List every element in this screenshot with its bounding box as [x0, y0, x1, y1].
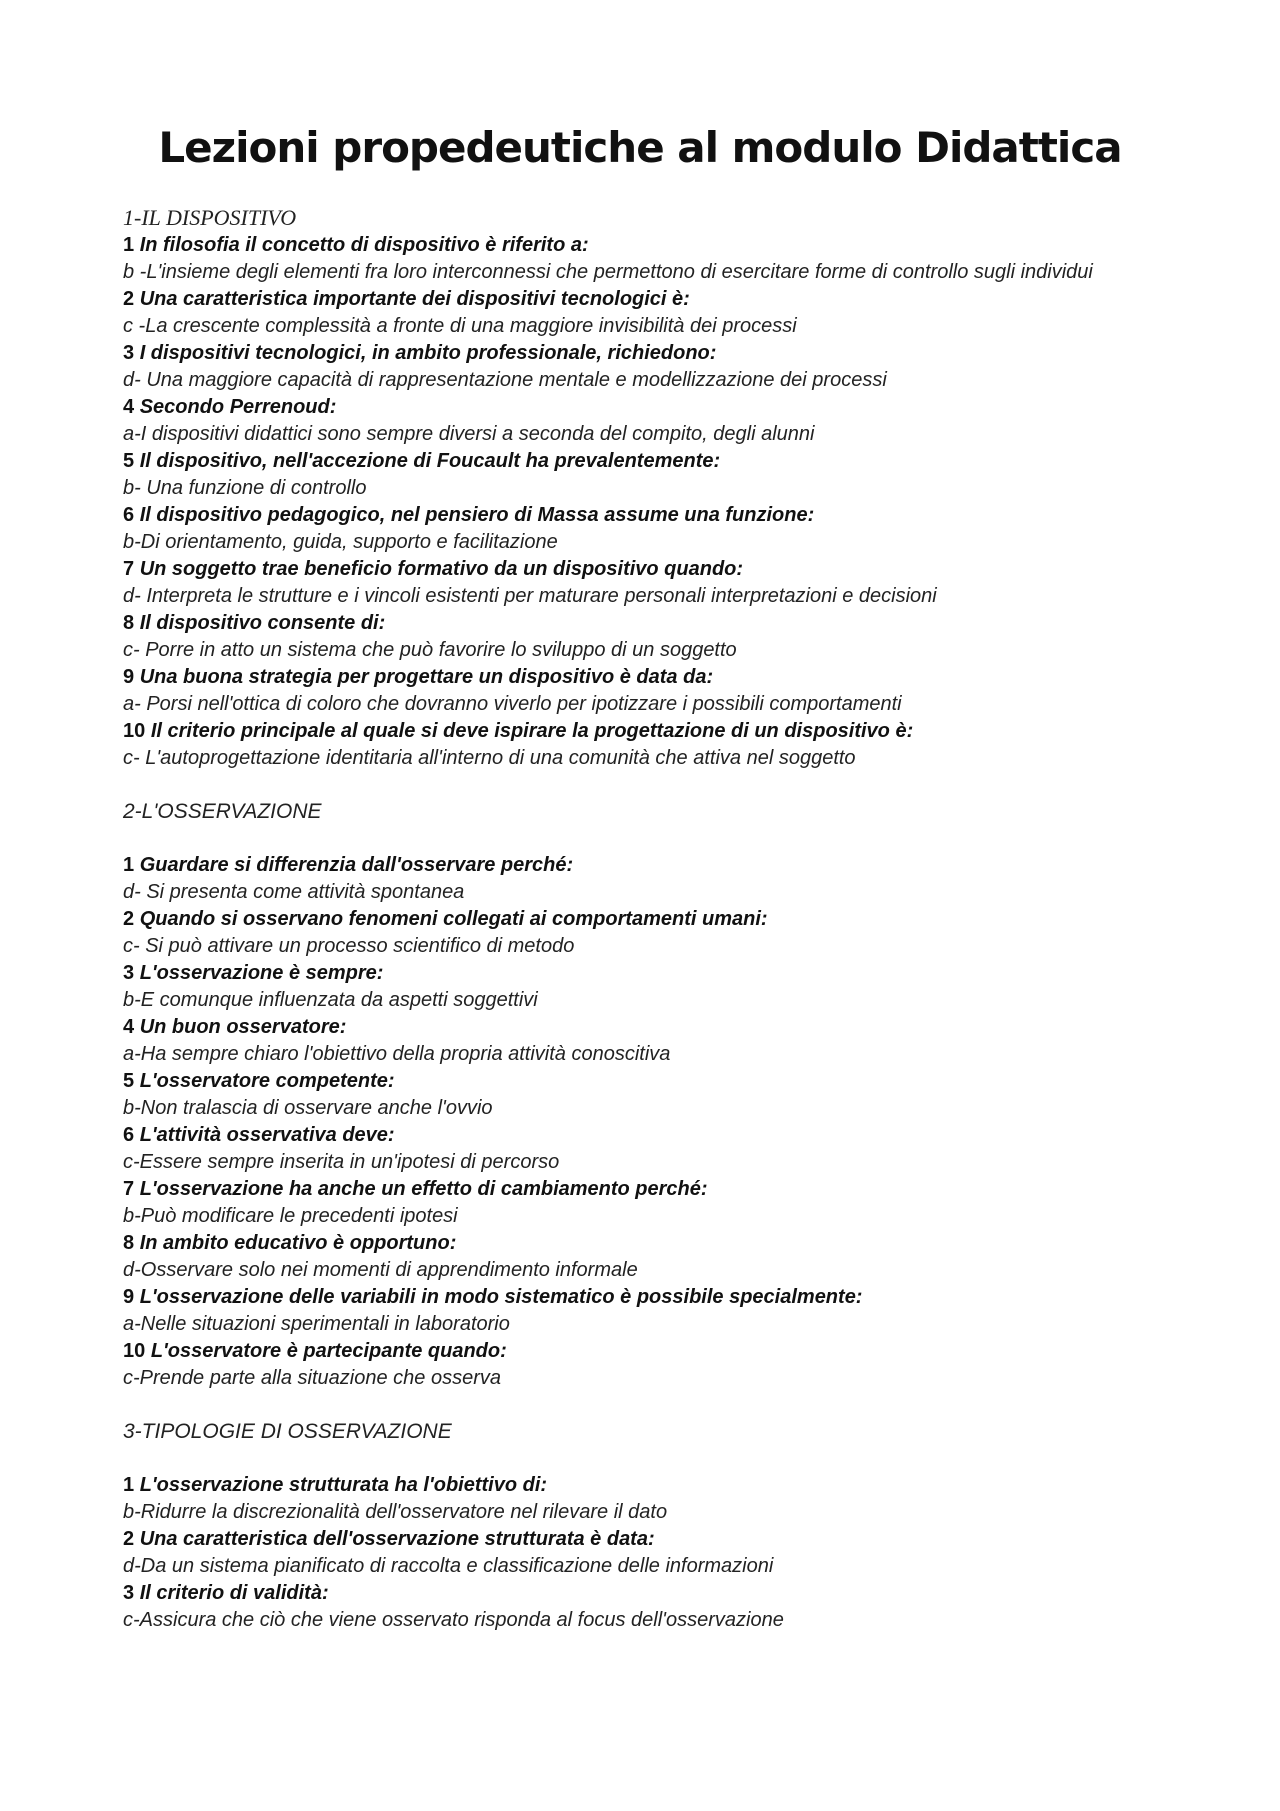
question-number: 7 — [123, 1178, 135, 1200]
question-item — [123, 1580, 1153, 1634]
question-text — [123, 664, 1153, 691]
answer-text: b- Una funzione di controllo — [123, 477, 367, 499]
question-label: Secondo Perrenoud: — [139, 396, 337, 418]
answer-text: d-Osservare solo nei momenti di apprendimento informale — [123, 1259, 638, 1281]
question-text — [123, 1176, 1153, 1203]
question-label: Una caratteristica dell'osservazione strutturata è data: — [139, 1528, 655, 1550]
question-text — [123, 502, 1153, 529]
question-label: L'osservazione ha anche un effetto di cambiamento perché: — [139, 1178, 708, 1200]
question-label: Il dispositivo, nell'accezione di Foucault ha prevalentemente: — [139, 450, 721, 472]
question-label: Guardare si differenzia dall'osservare perché: — [139, 854, 574, 876]
answer-text: a- Porsi nell'ottica di coloro che dovranno viverlo per ipotizzare i possibili comportamenti — [123, 693, 902, 715]
section-heading: 2-L'OSSERVAZIONE — [123, 800, 322, 823]
answer-text: c-Assicura che ciò che viene osservato risponda al focus dell'osservazione — [123, 1609, 784, 1631]
question-item — [123, 1338, 1153, 1392]
question-item — [123, 1176, 1153, 1230]
question-text — [123, 1338, 1153, 1365]
question-number: 6 — [123, 1124, 135, 1146]
section-osservazione — [123, 798, 1153, 1392]
question-label: L'osservazione è sempre: — [139, 962, 384, 984]
question-item — [123, 718, 1153, 772]
question-item — [123, 1284, 1153, 1338]
answer-text: c-Essere sempre inserita in un'ipotesi di percorso — [123, 1151, 560, 1173]
section-heading: 3-TIPOLOGIE DI OSSERVAZIONE — [123, 1420, 452, 1443]
question-item — [123, 960, 1153, 1014]
question-text — [123, 852, 1153, 879]
question-number: 10 — [123, 720, 146, 742]
question-item — [123, 664, 1153, 718]
answer-text: b-Di orientamento, guida, supporto e facilitazione — [123, 531, 558, 553]
question-item — [123, 610, 1153, 664]
question-text — [123, 1472, 1153, 1499]
question-text — [123, 1068, 1153, 1095]
answer-text: c -La crescente complessità a fronte di una maggiore invisibilità dei processi — [123, 315, 797, 337]
answer-text: a-I dispositivi didattici sono sempre diversi a seconda del compito, degli alunni — [123, 423, 815, 445]
question-label: Il criterio principale al quale si deve ispirare la progettazione di un dispositivo è: — [150, 720, 914, 742]
question-text — [123, 1122, 1153, 1149]
question-item — [123, 286, 1153, 340]
question-text — [123, 1284, 1153, 1311]
answer-text: b -L'insieme degli elementi fra loro interconnessi che permettono di esercitare forme di controllo sugli individui — [123, 261, 1093, 283]
question-text — [123, 556, 1153, 583]
answer-text: c-Prende parte alla situazione che osserva — [123, 1367, 501, 1389]
question-number: 1 — [123, 854, 135, 876]
question-text — [123, 394, 1153, 421]
question-number: 3 — [123, 342, 135, 364]
question-item — [123, 852, 1153, 906]
answer-text: a-Nelle situazioni sperimentali in laboratorio — [123, 1313, 510, 1335]
question-text — [123, 448, 1153, 475]
answer-text: d-Da un sistema pianificato di raccolta e classificazione delle informazioni — [123, 1555, 774, 1577]
answer-text: d- Si presenta come attività spontanea — [123, 881, 465, 903]
question-text — [123, 610, 1153, 637]
question-text — [123, 1526, 1153, 1553]
question-label: In ambito educativo è opportuno: — [139, 1232, 457, 1254]
answer-text: d- Interpreta le strutture e i vincoli esistenti per maturare personali interpretazioni e decisioni — [123, 585, 937, 607]
answer-text: b-Ridurre la discrezionalità dell'osservatore nel rilevare il dato — [123, 1501, 668, 1523]
question-number: 5 — [123, 450, 135, 472]
question-label: L'osservazione delle variabili in modo sistematico è possibile specialmente: — [139, 1286, 863, 1308]
question-number: 4 — [123, 396, 135, 418]
question-item — [123, 1014, 1153, 1068]
question-number: 2 — [123, 908, 135, 930]
question-label: Una buona strategia per progettare un dispositivo è data da: — [139, 666, 714, 688]
answer-text: b-E comunque influenzata da aspetti soggettivi — [123, 989, 538, 1011]
question-item — [123, 1472, 1153, 1526]
question-number: 7 — [123, 558, 135, 580]
question-number: 2 — [123, 288, 135, 310]
question-label: Il criterio di validità: — [139, 1582, 329, 1604]
section-dispositivo — [123, 204, 1153, 772]
question-number: 1 — [123, 1474, 135, 1496]
question-text — [123, 340, 1153, 367]
question-label: Un buon osservatore: — [139, 1016, 347, 1038]
question-label: L'osservazione strutturata ha l'obiettivo di: — [139, 1474, 548, 1496]
question-item — [123, 232, 1153, 286]
question-label: L'osservatore è partecipante quando: — [150, 1340, 507, 1362]
question-text — [123, 960, 1153, 987]
answer-text: b-Può modificare le precedenti ipotesi — [123, 1205, 458, 1227]
question-label: L'osservatore competente: — [139, 1070, 395, 1092]
question-text — [123, 718, 1153, 745]
question-label: Una caratteristica importante dei dispositivi tecnologici è: — [139, 288, 690, 310]
question-text — [123, 232, 1153, 259]
question-item — [123, 1068, 1153, 1122]
question-text — [123, 286, 1153, 313]
answer-text: a-Ha sempre chiaro l'obiettivo della propria attività conoscitiva — [123, 1043, 671, 1065]
question-item — [123, 556, 1153, 610]
question-item — [123, 340, 1153, 394]
question-label: L'attività osservativa deve: — [139, 1124, 395, 1146]
answer-text: b-Non tralascia di osservare anche l'ovvio — [123, 1097, 493, 1119]
question-item — [123, 448, 1153, 502]
page-title: Lezioni propedeutiche al modulo Didattica — [158, 123, 1122, 172]
question-number: 4 — [123, 1016, 135, 1038]
section-heading: 1-IL DISPOSITIVO — [123, 205, 297, 230]
question-number: 10 — [123, 1340, 146, 1362]
question-label: Il dispositivo pedagogico, nel pensiero di Massa assume una funzione: — [139, 504, 815, 526]
question-number: 3 — [123, 962, 135, 984]
question-label: In filosofia il concetto di dispositivo è riferito a: — [139, 234, 589, 256]
question-number: 8 — [123, 612, 135, 634]
question-text — [123, 1580, 1153, 1607]
question-number: 8 — [123, 1232, 135, 1254]
answer-text: c- Porre in atto un sistema che può favorire lo sviluppo di un soggetto — [123, 639, 737, 661]
question-text — [123, 1230, 1153, 1257]
question-number: 9 — [123, 1286, 135, 1308]
question-item — [123, 1230, 1153, 1284]
question-number: 9 — [123, 666, 135, 688]
question-number: 3 — [123, 1582, 135, 1604]
question-list — [123, 852, 1153, 1392]
question-item — [123, 906, 1153, 960]
question-number: 6 — [123, 504, 135, 526]
document-body — [123, 204, 1153, 1634]
question-number: 1 — [123, 234, 135, 256]
question-number: 2 — [123, 1528, 135, 1550]
question-item — [123, 394, 1153, 448]
answer-text: c- L'autoprogettazione identitaria all'interno di una comunità che attiva nel soggetto — [123, 747, 856, 769]
answer-text: d- Una maggiore capacità di rappresentazione mentale e modellizzazione dei processi — [123, 369, 887, 391]
question-text — [123, 1014, 1153, 1041]
question-item — [123, 1526, 1153, 1580]
answer-text: c- Si può attivare un processo scientifico di metodo — [123, 935, 575, 957]
section-tipologie — [123, 1418, 1153, 1634]
question-text — [123, 906, 1153, 933]
question-list — [123, 1472, 1153, 1634]
question-number: 5 — [123, 1070, 135, 1092]
question-item — [123, 1122, 1153, 1176]
question-label: Il dispositivo consente di: — [139, 612, 386, 634]
question-list — [123, 232, 1153, 772]
question-label: I dispositivi tecnologici, in ambito professionale, richiedono: — [139, 342, 717, 364]
question-label: Un soggetto trae beneficio formativo da un dispositivo quando: — [139, 558, 744, 580]
question-item — [123, 502, 1153, 556]
question-label: Quando si osservano fenomeni collegati ai comportamenti umani: — [139, 908, 768, 930]
